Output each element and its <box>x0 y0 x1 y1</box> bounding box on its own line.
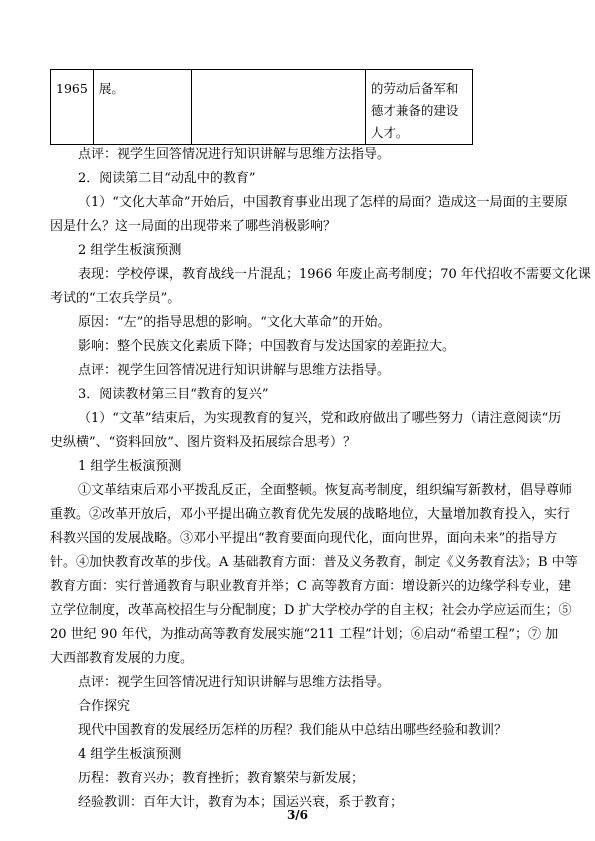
history-table <box>50 69 473 145</box>
section-heading: 合作探究 <box>78 699 131 714</box>
table-cell <box>365 70 472 145</box>
answer-line: 表现：学校停课，教育战线一片混乱；1966 年废止高考制度；70 年代招收不需要文化课 <box>78 267 591 282</box>
answer-line: 原因：“左”的指导思想的影响。“文化大革命”的开始。 <box>78 315 391 330</box>
table-cell-line: 的劳动后备军和 <box>370 81 459 96</box>
page-number: 3/6 <box>286 808 309 822</box>
question-line: （1）“文化大革命”开始后，中国教育事业出现了怎样的局面？造成这一局面的主要原 <box>78 195 568 210</box>
answer-line: 经验教训：百年大计，教育为本；国运兴衰，系于教育； <box>78 795 404 810</box>
answer-line: 大西部教育发展的力度。 <box>50 651 194 666</box>
answer-line: 考试的“工农兵学员”。 <box>50 291 181 306</box>
group-label: 4 组学生板演预测 <box>78 747 182 762</box>
answer-line: 教育方面：实行普通教育与职业教育并举；C 高等教育方面：增设新兴的边缘学科专业，建 <box>50 579 572 594</box>
answer-line: 历程：教育兴办；教育挫折；教育繁荣与新发展； <box>78 771 365 786</box>
table-cell-year: 1965 <box>51 70 94 145</box>
answer-line: 科教兴国的发展战略。③邓小平提出“教育要面向现代化，面向世界，面向未来”的指导方 <box>50 531 558 546</box>
answer-line: 重教。②改革开放后，邓小平提出确立教育优先发展的战略地位，大量增加教育投入，实行 <box>50 507 571 522</box>
question-line: 史纵横”、“资料回放”、图片资料及拓展综合思考）？ <box>50 435 356 450</box>
answer-line: 影响：整个民族文化素质下降；中国教育与发达国家的差距拉大。 <box>78 339 456 354</box>
section-heading: 3．阅读教材第三目“教育的复兴” <box>78 387 269 402</box>
table-cell: 展。 <box>93 70 191 145</box>
group-label: 1 组学生板演预测 <box>78 459 182 474</box>
group-label: 2 组学生板演预测 <box>78 243 182 258</box>
question-line: 因是什么？这一局面的出现带来了哪些消极影响？ <box>50 219 337 234</box>
comment-line: 点评：视学生回答情况进行知识讲解与思维方法指导。 <box>78 363 391 378</box>
comment-line: 点评：视学生回答情况进行知识讲解与思维方法指导。 <box>78 147 391 162</box>
table-cell-line: 德才兼备的建设 <box>370 103 459 118</box>
answer-line: 针。④加快教育改革的步伐。A 基础教育方面：普及义务教育，制定《义务教育法》；B 中等 <box>50 555 578 570</box>
answer-line: 立学位制度，改革高校招生与分配制度；D 扩大学校办学的自主权；社会办学应运而生；⑤ <box>50 603 572 618</box>
answer-line: ①文革结束后邓小平拨乱反正，全面整顿。恢复高考制度，组织编写新教材，倡导尊师 <box>78 483 573 498</box>
table-row <box>51 70 473 145</box>
answer-line: 20 世纪 90 年代，为推动高等教育发展实施“211 工程”计划；⑥启动“希望工程”；⑦ 加 <box>50 627 559 642</box>
table-cell-line: 人才。 <box>370 125 409 140</box>
table-cell <box>191 70 365 145</box>
comment-line: 点评：视学生回答情况进行知识讲解与思维方法指导。 <box>78 675 391 690</box>
question-line: （1）“文革”结束后，为实现教育的复兴，党和政府做出了哪些努力（请注意阅读“历 <box>78 411 562 426</box>
question-line: 现代中国教育的发展经历怎样的历程？我们能从中总结出哪些经验和教训？ <box>78 723 508 738</box>
section-heading: 2．阅读第二目“动乱中的教育” <box>78 171 256 186</box>
